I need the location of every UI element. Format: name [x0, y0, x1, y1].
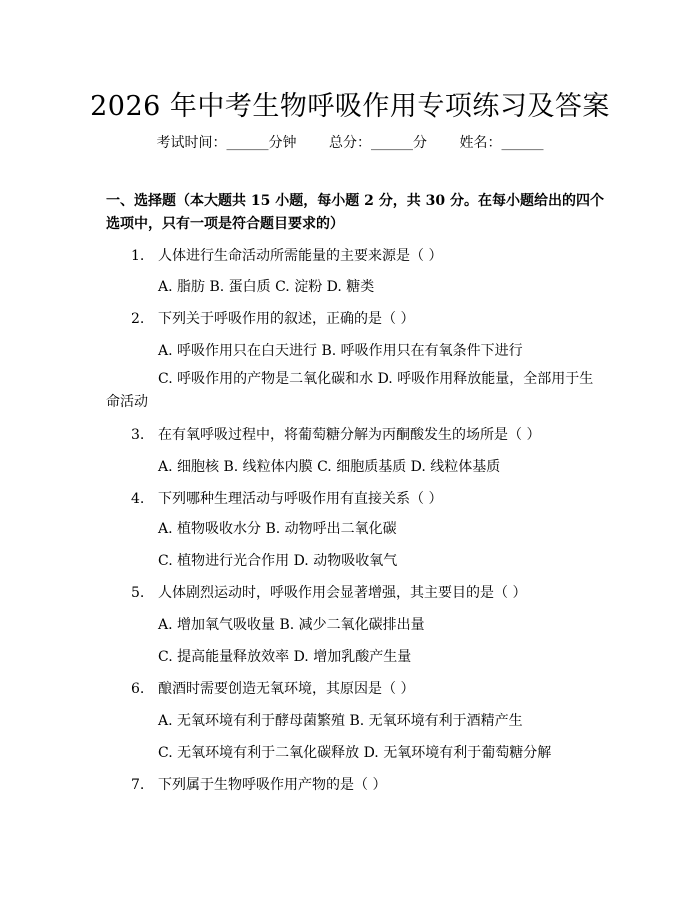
question-number: 4.	[131, 491, 145, 507]
question-number: 3.	[131, 427, 145, 443]
question-number: 5.	[131, 585, 145, 601]
section-heading: 一、选择题（本大题共 15 小题，每小题 2 分，共 30 分。在每小题给出的四个选项中，只有一项是符合题目要求的）	[106, 193, 604, 232]
question-2-options-ab: A. 呼吸作用只在白天进行 B. 呼吸作用只在有氧条件下进行	[158, 343, 523, 359]
question-text: 下列关于呼吸作用的叙述，正确的是（ ）	[158, 311, 415, 327]
question-text: 在有氧呼吸过程中，将葡萄糖分解为丙酮酸发生的场所是（ ）	[158, 427, 541, 443]
question-5-options-ab: A. 增加氧气吸收量 B. 减少二氧化碳排出量	[158, 617, 425, 633]
question-number: 1.	[131, 248, 145, 264]
question-text: 酿酒时需要创造无氧环境，其原因是（ ）	[158, 681, 415, 697]
exam-time: 考试时间：______分钟	[156, 135, 297, 151]
question-4-options-ab: A. 植物吸收水分 B. 动物呼出二氧化碳	[158, 521, 397, 537]
question-1-options: A. 脂肪 B. 蛋白质 C. 淀粉 D. 糖类	[158, 279, 375, 295]
question-text: 下列属于生物呼吸作用产物的是（ ）	[158, 777, 387, 793]
exam-score: 总分：______分	[329, 135, 427, 151]
page-title: 2026 年中考生物呼吸作用专项练习及答案	[90, 91, 610, 122]
question-text: 人体进行生命活动所需能量的主要来源是（ ）	[158, 248, 443, 264]
question-3-options: A. 细胞核 B. 线粒体内膜 C. 细胞质基质 D. 线粒体基质	[158, 459, 501, 475]
question-number: 7.	[131, 777, 145, 793]
question-number: 6.	[131, 681, 145, 697]
question-6-options-ab: A. 无氧环境有利于酵母菌繁殖 B. 无氧环境有利于酒精产生	[158, 713, 523, 729]
question-2-options-cd: C. 呼吸作用的产物是二氧化碳和水 D. 呼吸作用释放能量，全部用于生命活动	[106, 371, 594, 410]
question-number: 2.	[131, 311, 145, 327]
question-4	[131, 488, 442, 508]
question-text: 下列哪种生理活动与呼吸作用有直接关系（ ）	[158, 491, 443, 507]
exam-info	[0, 132, 700, 152]
question-5-options-cd: C. 提高能量释放效率 D. 增加乳酸产生量	[158, 649, 412, 665]
question-6-options-cd: C. 无氧环境有利于二氧化碳释放 D. 无氧环境有利于葡萄糖分解	[158, 745, 552, 761]
question-4-options-cd: C. 植物进行光合作用 D. 动物吸收氧气	[158, 553, 398, 569]
question-5	[131, 582, 526, 602]
question-text: 人体剧烈运动时，呼吸作用会显著增强，其主要目的是（ ）	[158, 585, 527, 601]
student-name: 姓名：______	[459, 135, 544, 151]
question-3	[131, 424, 540, 444]
question-1	[131, 245, 442, 265]
question-7	[131, 774, 386, 794]
question-6	[131, 678, 414, 698]
question-2	[131, 308, 414, 328]
